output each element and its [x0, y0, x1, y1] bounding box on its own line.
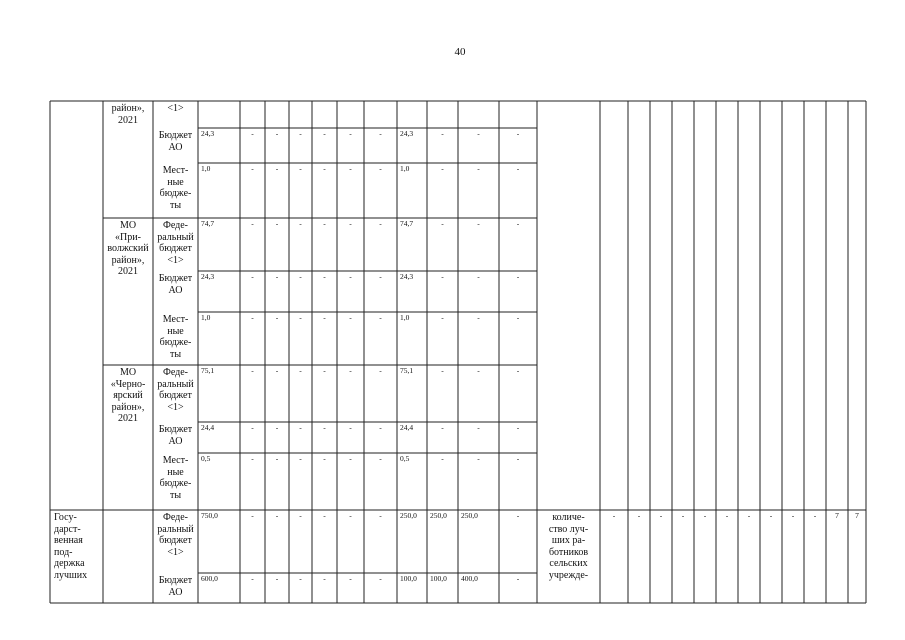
value-cell: 24,3 [201, 129, 215, 138]
value-cell: 75,1 [400, 366, 414, 375]
value-cell: - [299, 164, 302, 173]
value-cell [397, 101, 427, 128]
value-cell: - [275, 366, 279, 375]
value-cell: - [299, 272, 302, 281]
value-cell: - [441, 129, 444, 138]
value-cell [499, 101, 537, 128]
value-cell: - [323, 313, 326, 322]
value-cell: - [379, 511, 382, 520]
value-cell: - [251, 164, 254, 173]
value-cell: - [516, 129, 520, 138]
value-cell: - [323, 272, 326, 281]
value-cell: - [299, 454, 302, 463]
value-cell: 74,7 [400, 219, 414, 228]
value-cell: - [516, 423, 520, 432]
value-cell: - [251, 574, 254, 583]
result-value-cell: - [791, 511, 795, 520]
value-cell [337, 101, 364, 128]
value-cell [458, 101, 499, 128]
value-cell: - [349, 574, 352, 583]
value-cell: - [251, 272, 254, 281]
value-cell: - [349, 511, 352, 520]
value-cell: - [275, 454, 279, 463]
value-cell: - [323, 129, 326, 138]
value-cell: - [349, 423, 352, 432]
value-cell: 0,5 [201, 454, 211, 463]
funding-source-cell: Феде- ральный бюджет <1> [157, 220, 194, 266]
value-cell: - [477, 129, 480, 138]
value-cell: - [441, 164, 444, 173]
value-cell: - [323, 164, 326, 173]
value-cell: - [299, 129, 302, 138]
value-cell: - [477, 423, 480, 432]
value-cell: - [323, 454, 326, 463]
funding-source-cell: Бюджет АО [158, 130, 193, 153]
result-value-cell: - [703, 511, 707, 520]
result-value-cell: 7 [855, 511, 859, 520]
funding-source-cell: Мест- ные бюдже- ты [159, 455, 192, 501]
value-cell: - [275, 574, 279, 583]
value-cell: - [379, 454, 382, 463]
value-cell: 400,0 [461, 574, 478, 583]
value-cell: - [516, 511, 520, 520]
value-cell: - [275, 164, 279, 173]
value-cell: - [299, 511, 302, 520]
value-cell: - [299, 313, 302, 322]
value-cell: 600,0 [201, 574, 218, 583]
page-number: 40 [454, 46, 466, 58]
funding-source-cell: Мест- ные бюдже- ты [159, 165, 192, 211]
result-value-cell: - [681, 511, 685, 520]
result-value-cell: - [747, 511, 751, 520]
funding-source-cell: <1> [167, 103, 184, 114]
value-cell: - [349, 129, 352, 138]
value-cell [364, 101, 397, 128]
value-cell: - [379, 272, 382, 281]
value-cell: - [323, 366, 326, 375]
value-cell: - [251, 219, 254, 228]
entity-cell: район», 2021 [111, 103, 145, 126]
value-cell: 250,0 [461, 511, 478, 520]
value-cell: 24,3 [201, 272, 215, 281]
value-cell: 24,3 [400, 272, 414, 281]
program-name-cell: Госу- дарст- венная под- держка лучших [54, 512, 88, 581]
result-value-cell: - [813, 511, 817, 520]
value-cell [240, 101, 265, 128]
value-cell: - [349, 454, 352, 463]
result-value-cell: - [637, 511, 641, 520]
value-cell: - [441, 366, 444, 375]
value-cell: - [323, 574, 326, 583]
value-cell: - [299, 366, 302, 375]
value-cell: - [323, 219, 326, 228]
value-cell: - [251, 454, 254, 463]
value-cell: - [441, 272, 444, 281]
value-cell: - [477, 272, 480, 281]
value-cell: - [299, 423, 302, 432]
value-cell: - [441, 454, 444, 463]
indicator-cell: количе- ство луч- ших ра- ботников сельских учрежде- [548, 512, 589, 581]
value-cell: - [379, 574, 382, 583]
value-cell: - [379, 423, 382, 432]
result-value-cell: - [725, 511, 729, 520]
value-cell: 250,0 [400, 511, 417, 520]
value-cell: - [379, 164, 382, 173]
value-cell: - [349, 366, 352, 375]
value-cell: - [275, 219, 279, 228]
value-cell: - [251, 366, 254, 375]
value-cell: - [349, 272, 352, 281]
funding-source-cell: Бюджет АО [158, 575, 193, 598]
value-cell: - [349, 219, 352, 228]
value-cell: - [516, 313, 520, 322]
value-cell: - [379, 366, 382, 375]
value-cell: 74,7 [201, 219, 215, 228]
value-cell: - [251, 129, 254, 138]
value-cell: 250,0 [430, 511, 447, 520]
value-cell: - [441, 423, 444, 432]
value-cell: - [323, 423, 326, 432]
value-cell [312, 101, 337, 128]
value-cell: 0,5 [400, 454, 410, 463]
value-cell: 75,1 [201, 366, 215, 375]
value-cell: 100,0 [430, 574, 447, 583]
value-cell [198, 101, 240, 128]
value-cell: - [379, 313, 382, 322]
value-cell: - [349, 164, 352, 173]
value-cell: - [275, 272, 279, 281]
value-cell: - [379, 219, 382, 228]
value-cell: 24,4 [201, 423, 215, 432]
value-cell: 1,0 [400, 313, 410, 322]
value-cell: - [441, 313, 444, 322]
value-cell: - [477, 164, 480, 173]
value-cell: - [477, 454, 480, 463]
value-cell: - [516, 366, 520, 375]
value-cell: 24,3 [400, 129, 414, 138]
funding-source-cell: Мест- ные бюдже- ты [159, 314, 192, 360]
value-cell: - [275, 313, 279, 322]
value-cell: - [477, 313, 480, 322]
funding-source-cell: Феде- ральный бюджет <1> [157, 512, 194, 558]
funding-source-cell: Бюджет АО [158, 424, 193, 447]
value-cell: - [516, 454, 520, 463]
value-cell [265, 101, 289, 128]
value-cell: - [251, 423, 254, 432]
value-cell: 1,0 [400, 164, 410, 173]
value-cell: - [477, 366, 480, 375]
value-cell: - [275, 129, 279, 138]
value-cell: - [516, 164, 520, 173]
value-cell: - [251, 511, 254, 520]
value-cell: - [516, 272, 520, 281]
value-cell: 24,4 [400, 423, 414, 432]
value-cell: - [441, 219, 444, 228]
value-cell [289, 101, 312, 128]
value-cell: - [379, 129, 382, 138]
value-cell: - [516, 219, 520, 228]
value-cell: - [299, 219, 302, 228]
value-cell: 100,0 [400, 574, 417, 583]
result-value-cell: - [659, 511, 663, 520]
result-value-cell: - [612, 511, 616, 520]
entity-cell: МО «Черно- ярский район», 2021 [110, 367, 146, 424]
result-value-cell: - [769, 511, 773, 520]
value-cell: - [477, 219, 480, 228]
entity-cell: МО «При- волжский район», 2021 [107, 220, 149, 277]
value-cell: - [323, 511, 326, 520]
value-cell: - [275, 511, 279, 520]
value-cell: - [251, 313, 254, 322]
value-cell: - [349, 313, 352, 322]
value-cell: 1,0 [201, 164, 211, 173]
value-cell: - [516, 574, 520, 583]
value-cell: - [299, 574, 302, 583]
funding-source-cell: Бюджет АО [158, 273, 193, 296]
value-cell: - [275, 423, 279, 432]
value-cell: 1,0 [201, 313, 211, 322]
value-cell: 750,0 [201, 511, 218, 520]
result-value-cell: 7 [835, 511, 839, 520]
funding-source-cell: Феде- ральный бюджет <1> [157, 367, 194, 413]
value-cell [427, 101, 458, 128]
